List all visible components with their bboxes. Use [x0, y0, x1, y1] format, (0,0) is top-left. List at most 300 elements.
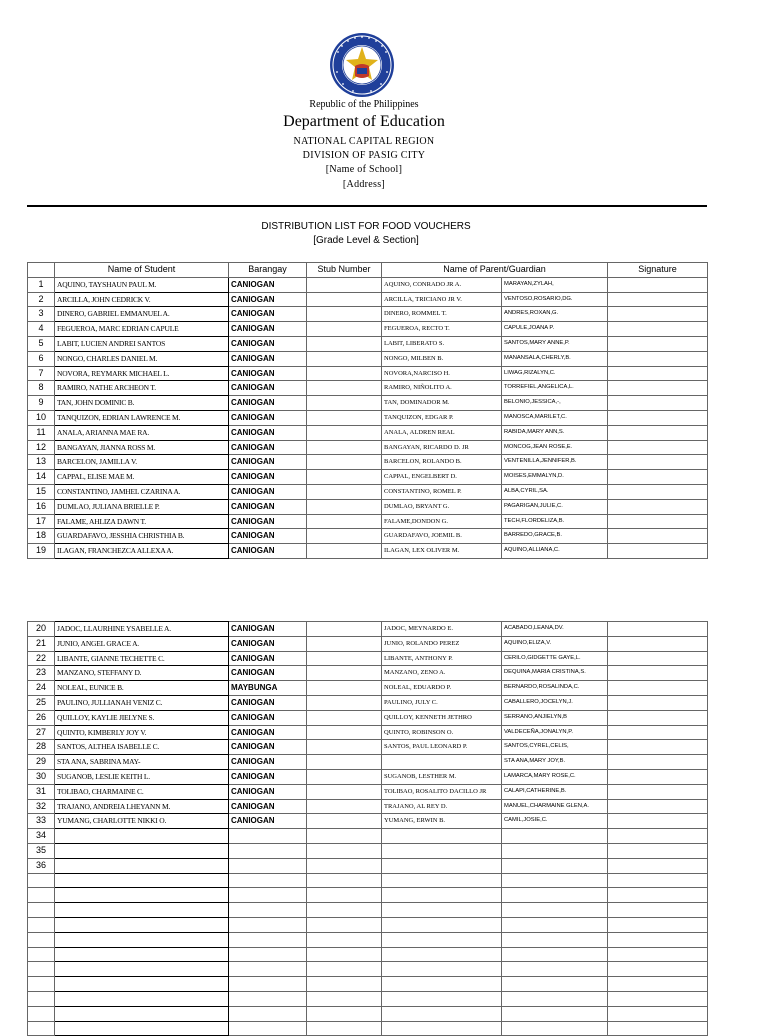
barangay: CANIOGAN [229, 544, 307, 559]
stub-number [307, 888, 382, 903]
student-name [55, 903, 229, 918]
guardian-name [502, 1006, 608, 1021]
signature-cell[interactable] [608, 725, 708, 740]
parent-name [382, 873, 502, 888]
stub-number [307, 1021, 382, 1036]
signature-cell[interactable] [608, 307, 708, 322]
signature-cell[interactable] [608, 695, 708, 710]
signature-cell[interactable] [608, 962, 708, 977]
table-row [28, 681, 708, 696]
signature-cell[interactable] [608, 322, 708, 337]
signature-cell[interactable] [608, 843, 708, 858]
guardian-name [502, 977, 608, 992]
table-row [28, 843, 708, 858]
student-name: ARCILLA, JOHN CEDRICK V. [55, 292, 229, 307]
row-number: 31 [28, 784, 55, 799]
barangay: CANIOGAN [229, 651, 307, 666]
signature-cell[interactable] [608, 651, 708, 666]
guardian-name: RABIDA,MARY ANN,S. [502, 425, 608, 440]
stub-number [307, 651, 382, 666]
stub-number [307, 784, 382, 799]
barangay [229, 1021, 307, 1036]
barangay: CANIOGAN [229, 292, 307, 307]
signature-cell[interactable] [608, 873, 708, 888]
signature-cell[interactable] [608, 666, 708, 681]
stub-number [307, 440, 382, 455]
table-row [28, 425, 708, 440]
student-name: PAULINO, JULLIANAH VENIZ C. [55, 695, 229, 710]
distribution-table-2 [27, 621, 708, 1036]
guardian-name: VALDECEÑA,JONALYN,P. [502, 725, 608, 740]
row-number: 23 [28, 666, 55, 681]
stub-number [307, 962, 382, 977]
student-name [55, 1021, 229, 1036]
row-number [28, 947, 55, 962]
guardian-name: MANOSCA,MARILET,C. [502, 410, 608, 425]
header-school: [Name of School] [325, 164, 403, 175]
guardian-name [502, 932, 608, 947]
header-republic: Republic of the Philippines [309, 99, 419, 110]
signature-cell[interactable] [608, 814, 708, 829]
signature-cell[interactable] [608, 544, 708, 559]
row-number: 19 [28, 544, 55, 559]
barangay [229, 873, 307, 888]
parent-name [382, 991, 502, 1006]
barangay: CANIOGAN [229, 336, 307, 351]
student-name: DINERO, GABRIEL EMMANUEL A. [55, 307, 229, 322]
stub-number [307, 322, 382, 337]
table-row [28, 529, 708, 544]
stub-number [307, 410, 382, 425]
student-name [55, 888, 229, 903]
table-row [28, 381, 708, 396]
student-name [55, 873, 229, 888]
signature-cell[interactable] [608, 947, 708, 962]
row-number [28, 962, 55, 977]
table-row [28, 470, 708, 485]
student-name: ILAGAN, FRANCHEZCA ALLEXA A. [55, 544, 229, 559]
guardian-name: SANTOS,CYREL,CELIS, [502, 740, 608, 755]
row-number: 29 [28, 755, 55, 770]
parent-name [382, 1006, 502, 1021]
stub-number [307, 858, 382, 873]
barangay: CANIOGAN [229, 351, 307, 366]
signature-cell[interactable] [608, 755, 708, 770]
stub-number [307, 292, 382, 307]
guardian-name: SANTOS,MARY ANNE,P. [502, 336, 608, 351]
signature-cell[interactable] [608, 681, 708, 696]
guardian-name [502, 888, 608, 903]
signature-cell[interactable] [608, 769, 708, 784]
student-name: TANQUIZON, EDRIAN LAWRENCE M. [55, 410, 229, 425]
student-name: TRAJANO, ANDREIA LHEYANN M. [55, 799, 229, 814]
barangay: CANIOGAN [229, 666, 307, 681]
signature-cell[interactable] [608, 425, 708, 440]
stub-number [307, 681, 382, 696]
table-row [28, 410, 708, 425]
parent-name [382, 962, 502, 977]
barangay [229, 917, 307, 932]
table-row [28, 947, 708, 962]
table-row [28, 814, 708, 829]
student-name: RAMIRO, NATHE ARCHEON T. [55, 381, 229, 396]
student-name: QUINTO, KIMBERLY JOY V. [55, 725, 229, 740]
signature-cell[interactable] [608, 799, 708, 814]
student-name: TAN, JOHN DOMINIC B. [55, 396, 229, 411]
row-number: 24 [28, 681, 55, 696]
header-division: DIVISION OF PASIG CITY [302, 150, 426, 161]
barangay: CANIOGAN [229, 381, 307, 396]
row-number: 4 [28, 322, 55, 337]
table-row [28, 695, 708, 710]
stub-number [307, 769, 382, 784]
row-number: 27 [28, 725, 55, 740]
barangay: CANIOGAN [229, 366, 307, 381]
signature-cell[interactable] [608, 455, 708, 470]
stub-number [307, 829, 382, 844]
parent-name [382, 917, 502, 932]
guardian-name [502, 1021, 608, 1036]
parent-name [382, 829, 502, 844]
row-number: 32 [28, 799, 55, 814]
barangay: CANIOGAN [229, 799, 307, 814]
stub-number [307, 755, 382, 770]
table-row [28, 917, 708, 932]
stub-number [307, 695, 382, 710]
student-name: LIBANTE, GIANNE TECHETTE C. [55, 651, 229, 666]
student-name [55, 1006, 229, 1021]
table-header-row [28, 263, 708, 278]
column-header-number [28, 263, 55, 278]
stub-number [307, 425, 382, 440]
row-number [28, 991, 55, 1006]
guardian-name: VENTOSO,ROSARIO,DG. [502, 292, 608, 307]
parent-name: NOVORA,NARCISO H. [382, 366, 502, 381]
parent-name: QUILLOY, KENNETH JETHRO [382, 710, 502, 725]
column-header-stub: Stub Number [307, 263, 382, 278]
row-number [28, 873, 55, 888]
signature-cell[interactable] [608, 784, 708, 799]
barangay: CANIOGAN [229, 814, 307, 829]
student-name: GUARDAFAVO, JESSHIA CHRISTHIA B. [55, 529, 229, 544]
row-number: 6 [28, 351, 55, 366]
guardian-name [502, 917, 608, 932]
row-number: 1 [28, 277, 55, 292]
parent-name: TANQUIZON, EDGAR P. [382, 410, 502, 425]
guardian-name: STA ANA,MARY JOY,B. [502, 755, 608, 770]
student-name [55, 991, 229, 1006]
table-row [28, 366, 708, 381]
guardian-name [502, 903, 608, 918]
barangay [229, 932, 307, 947]
signature-cell[interactable] [608, 903, 708, 918]
stub-number [307, 991, 382, 1006]
stub-number [307, 799, 382, 814]
header-region: NATIONAL CAPITAL REGION [293, 136, 435, 147]
stub-number [307, 514, 382, 529]
student-name: BANGAYAN, JIANNA ROSS M. [55, 440, 229, 455]
student-name: LABIT, LUCIEN ANDREI SANTOS [55, 336, 229, 351]
column-header-parent: Name of Parent/Guardian [382, 263, 608, 278]
guardian-name [502, 858, 608, 873]
header-divider [27, 205, 707, 207]
table-row [28, 932, 708, 947]
student-name: BARCELON, JAMILLA V. [55, 455, 229, 470]
signature-cell[interactable] [608, 977, 708, 992]
signature-cell[interactable] [608, 292, 708, 307]
barangay [229, 1006, 307, 1021]
parent-name: JUNIO, ROLANDO PEREZ [382, 636, 502, 651]
parent-name: DINERO, ROMMEL T. [382, 307, 502, 322]
barangay: CANIOGAN [229, 695, 307, 710]
barangay: CANIOGAN [229, 514, 307, 529]
table-row [28, 622, 708, 637]
signature-cell[interactable] [608, 470, 708, 485]
row-number: 30 [28, 769, 55, 784]
row-number [28, 932, 55, 947]
signature-cell[interactable] [608, 336, 708, 351]
guardian-name: ANDRES,ROXAN,G. [502, 307, 608, 322]
stub-number [307, 636, 382, 651]
guardian-name: CALAPI,CATHERINE,B. [502, 784, 608, 799]
barangay: CANIOGAN [229, 622, 307, 637]
signature-cell[interactable] [608, 514, 708, 529]
guardian-name [502, 843, 608, 858]
barangay: CANIOGAN [229, 396, 307, 411]
column-header-student: Name of Student [55, 263, 229, 278]
signature-cell[interactable] [608, 858, 708, 873]
guardian-name: CAPULE,JOANA P. [502, 322, 608, 337]
table-row [28, 322, 708, 337]
parent-name: FEGUEROA, RECTO T. [382, 322, 502, 337]
barangay: CANIOGAN [229, 277, 307, 292]
barangay: CANIOGAN [229, 725, 307, 740]
stub-number [307, 544, 382, 559]
student-name [55, 932, 229, 947]
column-header-barangay: Barangay [229, 263, 307, 278]
row-number: 28 [28, 740, 55, 755]
guardian-name [502, 873, 608, 888]
table-row [28, 740, 708, 755]
row-number: 26 [28, 710, 55, 725]
guardian-name: TORREFIEL,ANGELICA,L. [502, 381, 608, 396]
stub-number [307, 932, 382, 947]
table-row [28, 307, 708, 322]
barangay: CANIOGAN [229, 425, 307, 440]
guardian-name: ALBA,CYRIL,SA. [502, 484, 608, 499]
student-name [55, 843, 229, 858]
table-row [28, 336, 708, 351]
stub-number [307, 843, 382, 858]
barangay: CANIOGAN [229, 740, 307, 755]
stub-number [307, 307, 382, 322]
signature-cell[interactable] [608, 829, 708, 844]
barangay: CANIOGAN [229, 307, 307, 322]
table-row [28, 725, 708, 740]
signature-cell[interactable] [608, 381, 708, 396]
distribution-table-1 [27, 262, 708, 559]
parent-name: ILAGAN, LEX OLIVER M. [382, 544, 502, 559]
parent-name: CAPPAL, ENGELBERT D. [382, 470, 502, 485]
signature-cell[interactable] [608, 410, 708, 425]
row-number [28, 888, 55, 903]
student-name: JADOC, LLAURHINE YSABELLE A. [55, 622, 229, 637]
table-row [28, 769, 708, 784]
parent-name: JADOC, MEYNARDO E. [382, 622, 502, 637]
barangay [229, 903, 307, 918]
signature-cell[interactable] [608, 396, 708, 411]
stub-number [307, 725, 382, 740]
student-name [55, 947, 229, 962]
list-subtitle: [Grade Level & Section] [313, 235, 419, 246]
parent-name: LIBANTE, ANTHONY P. [382, 651, 502, 666]
parent-name: ARCILLA, TRICIANO JR V. [382, 292, 502, 307]
row-number [28, 903, 55, 918]
table-row [28, 1021, 708, 1036]
list-title: DISTRIBUTION LIST FOR FOOD VOUCHERS [261, 221, 471, 232]
row-number: 21 [28, 636, 55, 651]
row-number: 25 [28, 695, 55, 710]
parent-name: YUMANG, ERWIN B. [382, 814, 502, 829]
table-row [28, 710, 708, 725]
barangay [229, 888, 307, 903]
student-name: NOVORA, REYMARK MICHAEL L. [55, 366, 229, 381]
table-row [28, 455, 708, 470]
guardian-name: BERNARDO,ROSALINDA,C. [502, 681, 608, 696]
barangay: CANIOGAN [229, 455, 307, 470]
stub-number [307, 529, 382, 544]
signature-cell[interactable] [608, 888, 708, 903]
row-number: 12 [28, 440, 55, 455]
signature-cell[interactable] [608, 366, 708, 381]
student-name: ANALA, ARIANNA MAE RA. [55, 425, 229, 440]
student-name: MANZANO, STEFFANY D. [55, 666, 229, 681]
row-number: 3 [28, 307, 55, 322]
guardian-name: MARAYAN,ZYLAH, [502, 277, 608, 292]
guardian-name: LAMARCA,MARY ROSE,C. [502, 769, 608, 784]
parent-name: FALAME,DONDON G. [382, 514, 502, 529]
table-row [28, 858, 708, 873]
table-row [28, 636, 708, 651]
student-name: NONGO, CHARLES DANIEL M. [55, 351, 229, 366]
guardian-name: AQUINO,ELIZA,V. [502, 636, 608, 651]
barangay: CANIOGAN [229, 529, 307, 544]
barangay [229, 858, 307, 873]
parent-name: TOLIBAO, ROSALITO DACILLO JR [382, 784, 502, 799]
barangay: CANIOGAN [229, 755, 307, 770]
barangay: CANIOGAN [229, 440, 307, 455]
signature-cell[interactable] [608, 529, 708, 544]
barangay: MAYBUNGA [229, 681, 307, 696]
student-name: DUMLAO, JULIANA BRIELLE P. [55, 499, 229, 514]
signature-cell[interactable] [608, 932, 708, 947]
barangay: CANIOGAN [229, 470, 307, 485]
guardian-name: MANUEL,CHARMAINE GLEN,A. [502, 799, 608, 814]
table-row [28, 755, 708, 770]
signature-cell[interactable] [608, 710, 708, 725]
row-number: 7 [28, 366, 55, 381]
student-name: CAPPAL, ELISE MAE M. [55, 470, 229, 485]
signature-cell[interactable] [608, 351, 708, 366]
parent-name: SUGANOB, LESTHER M. [382, 769, 502, 784]
signature-cell[interactable] [608, 917, 708, 932]
row-number: 35 [28, 843, 55, 858]
parent-name: CONSTANTINO, ROMEL P. [382, 484, 502, 499]
student-name: JUNIO, ANGEL GRACE A. [55, 636, 229, 651]
parent-name [382, 947, 502, 962]
parent-name: PAULINO, JULY C. [382, 695, 502, 710]
signature-cell[interactable] [608, 277, 708, 292]
student-name: FALAME, AHLIZA DAWN T. [55, 514, 229, 529]
row-number: 34 [28, 829, 55, 844]
row-number: 13 [28, 455, 55, 470]
signature-cell[interactable] [608, 991, 708, 1006]
table-row [28, 544, 708, 559]
signature-cell[interactable] [608, 622, 708, 637]
signature-cell[interactable] [608, 1021, 708, 1036]
signature-cell[interactable] [608, 484, 708, 499]
table-row [28, 991, 708, 1006]
header-address: [Address] [342, 179, 386, 190]
stub-number [307, 873, 382, 888]
stub-number [307, 484, 382, 499]
row-number: 10 [28, 410, 55, 425]
barangay: CANIOGAN [229, 484, 307, 499]
row-number: 2 [28, 292, 55, 307]
parent-name: AQUINO, CONRADO JR A. [382, 277, 502, 292]
row-number: 9 [28, 396, 55, 411]
student-name: SUGANOB, LESLIE KEITH L. [55, 769, 229, 784]
row-number [28, 1006, 55, 1021]
row-number: 11 [28, 425, 55, 440]
table-row [28, 292, 708, 307]
parent-name: GUARDAFAVO, JOEMIL B. [382, 529, 502, 544]
student-name [55, 829, 229, 844]
student-name: TOLIBAO, CHARMAINE C. [55, 784, 229, 799]
row-number: 20 [28, 622, 55, 637]
row-number: 16 [28, 499, 55, 514]
student-name: STA ANA, SABRINA MAY- [55, 755, 229, 770]
guardian-name: TECH,FLORDELIZA,B. [502, 514, 608, 529]
row-number [28, 917, 55, 932]
signature-cell[interactable] [608, 440, 708, 455]
signature-cell[interactable] [608, 740, 708, 755]
stub-number [307, 366, 382, 381]
signature-cell[interactable] [608, 1006, 708, 1021]
parent-name: NOLEAL, EDUARDO P. [382, 681, 502, 696]
parent-name: DUMLAO, BRYANT G. [382, 499, 502, 514]
parent-name [382, 888, 502, 903]
table-row [28, 351, 708, 366]
student-name: SANTOS, ALTHEA ISABELLE C. [55, 740, 229, 755]
stub-number [307, 814, 382, 829]
signature-cell[interactable] [608, 636, 708, 651]
guardian-name: ACABADO,LEANA,DV. [502, 622, 608, 637]
stub-number [307, 396, 382, 411]
table-row [28, 888, 708, 903]
table-row [28, 799, 708, 814]
parent-name: BANGAYAN, RICARDO D. JR [382, 440, 502, 455]
row-number: 5 [28, 336, 55, 351]
row-number: 33 [28, 814, 55, 829]
table-row [28, 396, 708, 411]
parent-name: RAMIRO, NIÑOLITO A. [382, 381, 502, 396]
parent-name: TAN, DOMINADOR M. [382, 396, 502, 411]
deped-seal-icon [329, 32, 395, 98]
barangay: CANIOGAN [229, 499, 307, 514]
table-row [28, 977, 708, 992]
signature-cell[interactable] [608, 499, 708, 514]
